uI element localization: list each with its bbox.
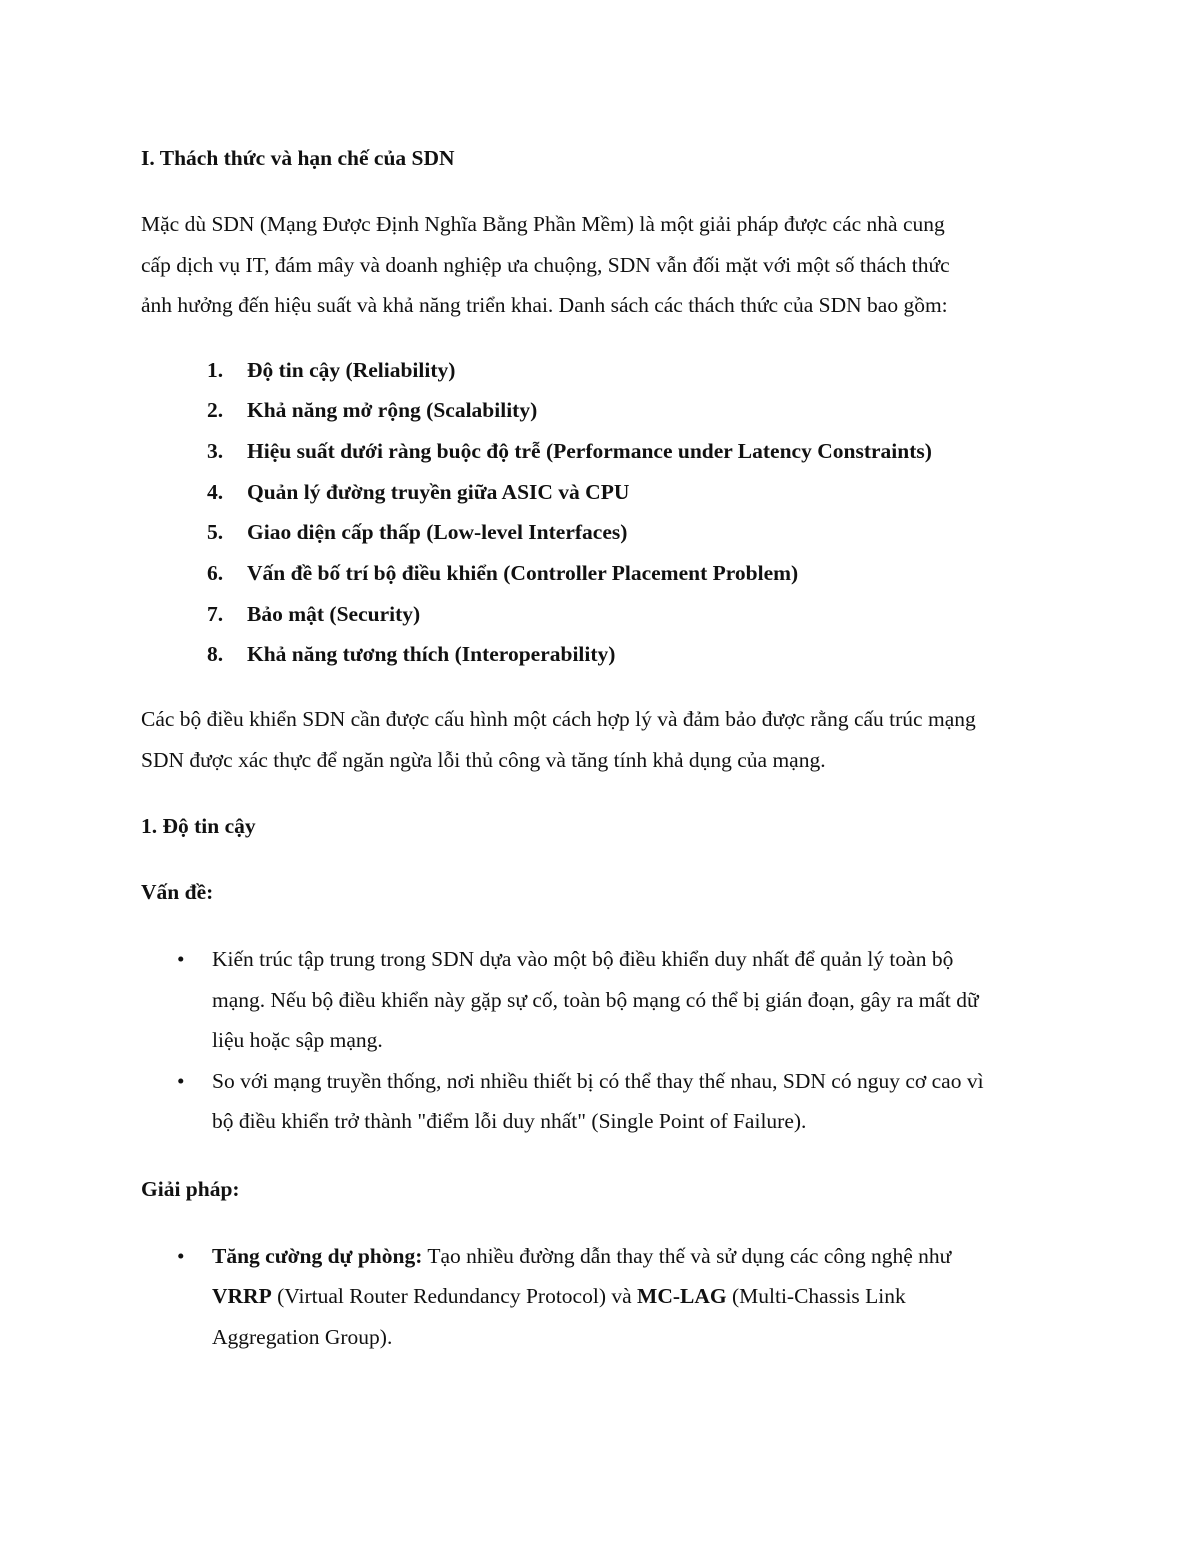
bullet-line: So với mạng truyền thống, nơi nhiều thiết bị có thể thay thế nhau, SDN có nguy cơ cao vì [212, 1068, 984, 1093]
bullet-line: mạng. Nếu bộ điều khiển này gặp sự cố, toàn bộ mạng có thể bị gián đoạn, gây ra mất dữ [212, 987, 979, 1012]
list-item [141, 553, 1071, 594]
list-number: 7. [207, 601, 224, 626]
section-title: 1. Độ tin cậy [141, 814, 256, 839]
bullet-icon: • [177, 1243, 185, 1268]
list-number: 4. [207, 479, 224, 504]
bullet-line: bộ điều khiển trở thành "điểm lỗi duy nhất" (Single Point of Failure). [212, 1109, 807, 1134]
bullet-line [212, 1276, 1071, 1317]
list-item [141, 431, 1071, 472]
list-number: 5. [207, 520, 224, 545]
list-item [141, 512, 1071, 553]
document-title: I. Thách thức và hạn chế của SDN [141, 146, 455, 170]
bullet-icon: • [177, 1068, 185, 1093]
summary-line: Các bộ điều khiển SDN cần được cấu hình một cách hợp lý và đảm bảo được rằng cấu trúc mạng [141, 707, 976, 732]
list-item [141, 594, 1071, 635]
solution-heading: Giải pháp: [141, 1176, 240, 1201]
list-number: 3. [207, 438, 224, 463]
list-number: 1. [207, 357, 224, 382]
list-number: 2. [207, 398, 224, 423]
list-item [141, 939, 1071, 1061]
list-item [141, 472, 1071, 513]
solution-list [141, 1236, 1071, 1358]
mclag-description: (Multi-Chassis Link [726, 1284, 906, 1309]
bullet-line: Kiến trúc tập trung trong SDN dựa vào một bộ điều khiển duy nhất để quản lý toàn bộ [212, 947, 954, 972]
problem-heading: Vấn đề: [141, 880, 214, 905]
term-mclag: MC-LAG [637, 1284, 727, 1309]
list-number: 8. [207, 642, 224, 667]
bullet-line [212, 1236, 1071, 1277]
list-item-text: Giao diện cấp thấp (Low-level Interfaces) [247, 520, 628, 545]
document-body [141, 138, 1071, 1357]
list-item-text: Khả năng tương thích (Interoperability) [247, 642, 616, 667]
solution-lead: Tăng cường dự phòng: [212, 1243, 423, 1268]
problem-list [141, 939, 1071, 1142]
bullet-line: Aggregation Group). [212, 1324, 393, 1349]
bullet-icon: • [177, 947, 185, 972]
vrrp-description: (Virtual Router Redundancy Protocol) và [271, 1284, 638, 1309]
list-item-text: Khả năng mở rộng (Scalability) [247, 398, 538, 423]
list-item-text: Vấn đề bố trí bộ điều khiển (Controller Placement Problem) [247, 561, 799, 586]
list-item-text: Độ tin cậy (Reliability) [247, 357, 456, 382]
list-item [141, 350, 1071, 391]
intro-paragraph [141, 204, 1071, 326]
list-item [141, 1061, 1071, 1142]
intro-line: cấp dịch vụ IT, đám mây và doanh nghiệp ưa chuộng, SDN vẫn đối mặt với một số thách thức [141, 252, 950, 277]
list-item-text: Bảo mật (Security) [247, 601, 421, 626]
intro-line: Mặc dù SDN (Mạng Được Định Nghĩa Bằng Phần Mềm) là một giải pháp được các nhà cung [141, 212, 945, 236]
list-item-text: Hiệu suất dưới ràng buộc độ trễ (Performance under Latency Constraints) [247, 438, 932, 463]
bullet-line: liệu hoặc sập mạng. [212, 1028, 383, 1053]
term-vrrp: VRRP [212, 1284, 272, 1309]
list-item [141, 390, 1071, 431]
challenges-list [141, 350, 1071, 676]
summary-paragraph [141, 699, 1071, 780]
solution-text: Tạo nhiều đường dẫn thay thế và sử dụng các công nghệ như [422, 1243, 952, 1268]
list-number: 6. [207, 561, 224, 586]
list-item [141, 1236, 1071, 1358]
summary-line: SDN được xác thực để ngăn ngừa lỗi thủ công và tăng tính khả dụng của mạng. [141, 747, 826, 772]
intro-line: ảnh hưởng đến hiệu suất và khả năng triển khai. Danh sách các thách thức của SDN bao gồm: [141, 293, 948, 317]
list-item-text: Quản lý đường truyền giữa ASIC và CPU [247, 479, 630, 504]
list-item [141, 634, 1071, 675]
